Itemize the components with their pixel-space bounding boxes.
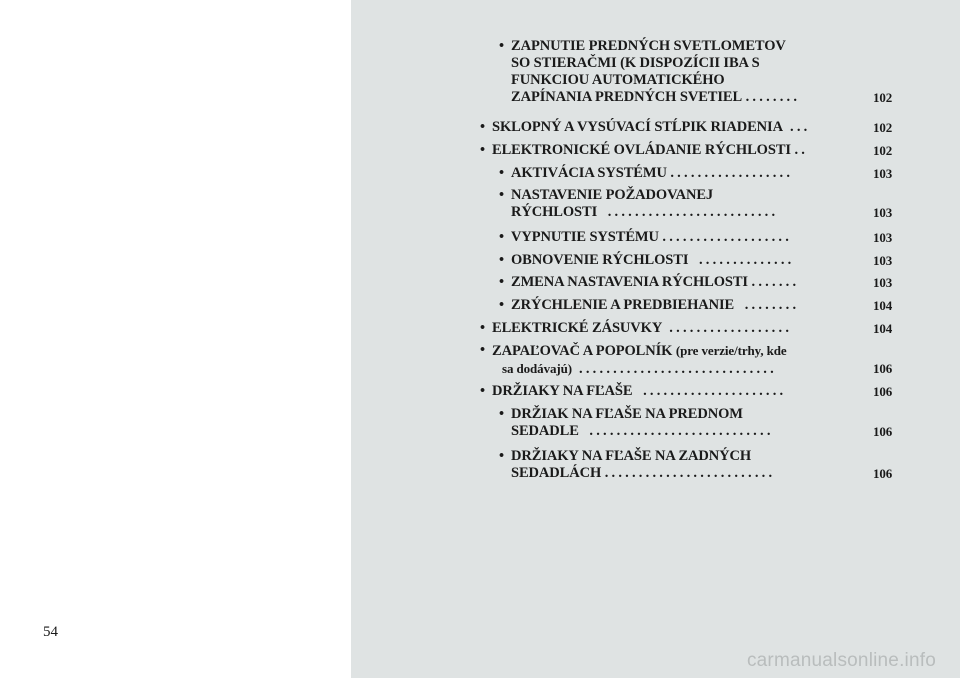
toc-entry-text: VYPNUTIE SYSTÉMU [511,229,659,245]
toc-page-number: 103 [873,166,893,181]
toc-entry-steering-column[interactable] [480,119,893,136]
toc-page-number: 102 [873,90,893,105]
bullet: • [499,38,504,54]
toc-entry-text: ELEKTRICKÉ ZÁSUVKY [492,320,663,336]
toc-entry-text: NASTAVENIE POŽADOVANEJ [511,187,714,203]
bullet: • [480,320,485,336]
bullet: • [499,187,504,203]
toc-dot-leader: .................. [669,320,793,336]
toc-entry-bottle-holders[interactable] [480,383,893,400]
toc-page-number: 106 [873,361,893,376]
toc-page-number: 106 [873,384,893,399]
toc-entry-electronic-speed-control[interactable] [480,142,893,159]
toc-entry-text: ZAPAĽOVAČ A POPOLNÍK [492,343,673,359]
bullet: • [499,406,504,422]
toc-page-number: 104 [873,321,893,336]
toc-entry-system-off[interactable] [499,229,893,246]
bullet: • [480,342,485,358]
toc-entry-text: AKTIVÁCIA SYSTÉMU [511,165,667,181]
toc-entry-text: RÝCHLOSTI [511,204,598,220]
bullet: • [499,297,504,313]
toc-entry-resume-speed[interactable] [499,252,893,269]
bullet: • [480,142,485,158]
toc-dot-leader: ............................. [579,361,777,377]
toc-entry-accel-passing[interactable] [499,297,893,314]
toc-page-number: 102 [873,120,893,135]
toc-entry-text: SEDADLÁCH [511,465,602,481]
toc-entry-text: ZAPÍNANIA PREDNÝCH SVETIEL [511,89,743,105]
toc-entry-text: DRŽIAKY NA FĽAŠE NA ZADNÝCH [511,448,752,464]
toc-page-number: 104 [873,298,893,313]
toc-dot-leader: ......................... [604,465,776,481]
toc-dot-leader: ........ [745,89,801,105]
page-number: 54 [43,624,58,640]
toc-dot-leader: .............. [698,252,795,268]
toc-page-number: 106 [873,466,893,481]
toc-page-number: 103 [873,275,893,290]
toc-dot-leader: ........ [744,297,800,313]
bullet: • [499,448,504,464]
toc-entry-text: ZRÝCHLENIE A PREDBIEHANIE [511,297,735,313]
toc-entry-text: SKLOPNÝ A VYSÚVACÍ STĹPIK RIADENIA [492,119,783,135]
bullet: • [499,165,504,181]
toc-entry-text: ELEKTRONICKÉ OVLÁDANIE RÝCHLOSTI [492,142,791,158]
toc-entry-text: FUNKCIOU AUTOMATICKÉHO [511,72,725,88]
bullet: • [499,252,504,268]
toc-entry-front-seat-bottle-holder[interactable] [499,406,893,440]
toc-dot-leader: ..................... [643,383,787,399]
toc-dot-leader: ......................... [607,204,779,220]
toc-page-number: 103 [873,205,893,220]
toc-dot-leader: .................. [670,165,794,181]
toc-entry-text: OBNOVENIE RÝCHLOSTI [511,252,689,268]
toc-entry-note: (pre verzie/trhy, kde [675,343,787,358]
toc-entry-text: SO STIERAČMI (K DISPOZÍCII IBA S [511,55,760,71]
toc-entry-power-outlets[interactable] [480,320,893,337]
toc-page-number: 103 [873,253,893,268]
toc-entry-text: DRŽIAK NA FĽAŠE NA PREDNOM [511,406,743,422]
watermark-text: carmanualsonline.info [746,650,936,671]
toc-page-number: 102 [873,143,893,158]
toc-entry-change-speed-setting[interactable] [499,274,893,291]
toc-entry-set-desired-speed[interactable] [499,187,893,221]
toc-entry-text: ZAPNUTIE PREDNÝCH SVETLOMETOV [511,38,786,54]
toc-entry-headlights-with-wipers[interactable] [499,38,893,106]
toc-entry-system-activation[interactable] [499,165,893,182]
bullet: • [499,274,504,290]
toc-dot-leader: ... [790,119,811,135]
toc-entry-text: ZMENA NASTAVENIA RÝCHLOSTI [511,274,748,290]
toc-page-number: 103 [873,230,893,245]
toc-entry-text: SEDADLE [511,423,579,439]
toc-entry-text: DRŽIAKY NA FĽAŠE [492,383,633,399]
bullet: • [480,383,485,399]
toc-dot-leader: .. [794,142,809,158]
toc-dot-leader: ........................... [589,423,774,439]
bullet: • [480,119,485,135]
toc-page-number: 106 [873,424,893,439]
toc-entry-text: sa dodávajú) [502,361,572,376]
toc-entry-lighter-ashtray[interactable] [480,342,893,378]
toc-entry-rear-seat-bottle-holders[interactable] [499,448,893,482]
bullet: • [499,229,504,245]
toc-dot-leader: ....... [751,274,800,290]
toc-dot-leader: ................... [662,229,793,245]
